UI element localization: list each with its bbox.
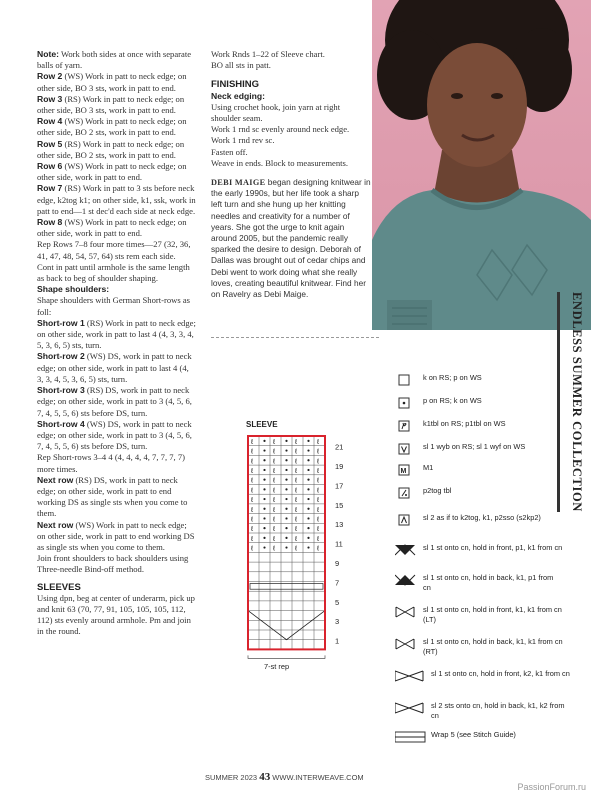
sleeve-chart — [230, 420, 370, 690]
ktbl-stitch: ℓ — [273, 458, 276, 466]
purl-stitch — [263, 527, 265, 529]
purl-stitch — [285, 527, 287, 529]
work-rounds-text: Work Rnds 1–22 of Sleeve chart. — [211, 49, 325, 59]
ktbl-stitch: ℓ — [317, 477, 320, 485]
purl-stitch — [307, 479, 309, 481]
short-row — [37, 351, 197, 385]
instruction-row — [37, 116, 197, 138]
purl-stitch — [263, 508, 265, 510]
instruction-row — [37, 183, 197, 217]
short-row-list — [37, 318, 197, 452]
legend-text: Wrap 5 (see Stitch Guide) — [431, 730, 516, 739]
designer-photo-illustration — [372, 0, 591, 330]
ktbl-stitch: ℓ — [317, 545, 320, 553]
neck-edging-list — [211, 102, 371, 169]
footer-issue: SUMMER 2023 — [205, 773, 258, 782]
page-footer — [205, 771, 405, 783]
ktbl-stitch: ℓ — [317, 487, 320, 495]
ktbl-stitch: ℓ — [251, 487, 254, 495]
ktbl-stitch: ℓ — [295, 497, 298, 505]
ktbl-stitch: ℓ — [295, 477, 298, 485]
ktbl-stitch: ℓ — [251, 506, 254, 514]
ktbl-stitch: ℓ — [251, 458, 254, 466]
ktbl-stitch: ℓ — [295, 545, 298, 553]
purl-stitch — [285, 449, 287, 451]
short-row — [37, 419, 197, 453]
designer-bio-text: began designing knitwear in the early 1990s, but her life took a sharp left turn and she hung up her knitting needles and creativity for a number of years. She got the urge to knit again around 2005, but the pandemic really sparked the desire to design. Deborah of Dallas was brought out of cedar chips and Debi went to work doing what she really loves, creating beautiful knitwear. Find her on Ravelry as Debi Maige. — [211, 177, 371, 300]
note-label: Note: — [37, 49, 59, 59]
purl-stitch — [307, 449, 309, 451]
chart-row-number: 5 — [335, 597, 340, 607]
wrap-5-icon — [395, 730, 427, 744]
join-text: Join front shoulders to back shoulders using Three-needle Bind-off method. — [37, 553, 189, 575]
ktbl-stitch: ℓ — [317, 438, 320, 446]
purl-stitch — [285, 479, 287, 481]
short-row-text: (WS) DS, work in patt to neck edge; on other side, work in patt to 3 (4, 5, 6, 7, 4, 5, 5, 6) sts before DS, turn. — [37, 418, 192, 452]
note-paragraph — [37, 49, 197, 71]
instruction-row — [37, 139, 197, 161]
dashed-divider — [211, 337, 379, 338]
chart-rep-label: 7-st rep — [264, 662, 290, 671]
ktbl-stitch: ℓ — [295, 535, 298, 543]
legend-text: sl 2 as if to k2tog, k1, p2sso (s2kp2) — [423, 513, 541, 522]
ktbl-stitch: ℓ — [273, 526, 276, 534]
shape-shoulders-heading: Shape shoulders: — [37, 284, 110, 295]
purl-stitch — [263, 479, 265, 481]
next-row-text: (RS) DS, work in patt to neck edge; on other side, work in patt to end working DS as single sts when you come to them. — [37, 474, 188, 519]
ktbl-stitch: ℓ — [251, 477, 254, 485]
ktbl-stitch: ℓ — [317, 458, 320, 466]
next-row — [37, 475, 197, 520]
chart-title: SLEEVE — [246, 420, 278, 429]
purl-stitch — [307, 488, 309, 490]
purl-stitch — [285, 440, 287, 442]
instruction-row-label: Row 8 — [37, 217, 63, 228]
footer-site: WWW.INTERWEAVE.COM — [272, 773, 364, 782]
purl-stitch — [263, 517, 265, 519]
legend-text: sl 1 wyb on RS; sl 1 wyf on WS — [423, 442, 526, 451]
legend-text: sl 1 st onto cn, hold in front, k1, k1 from cn (LT) — [423, 605, 562, 624]
ktbl-stitch: ℓ — [273, 448, 276, 456]
rep-rows-text: Rep Rows 7–8 four more times—27 (32, 36, 41, 47, 48, 54, 57, 64) sts rem each side. — [37, 239, 191, 261]
ktbl-stitch: ℓ — [273, 497, 276, 505]
watermark: PassionForum.ru — [517, 782, 586, 792]
ktbl-stitch: ℓ — [317, 506, 320, 514]
ktbl-stitch: ℓ — [273, 506, 276, 514]
purl-stitch — [263, 469, 265, 471]
chart-row-number: 7 — [335, 578, 340, 588]
ktbl-stitch: ℓ — [251, 545, 254, 553]
legend-text: sl 1 st onto cn, hold in back, k1, p1 from cn — [423, 573, 554, 592]
short-row — [37, 318, 197, 352]
ktbl-stitch: ℓ — [251, 497, 254, 505]
svg-text:M: M — [400, 468, 407, 475]
purl-stitch — [307, 546, 309, 548]
purl-stitch — [263, 440, 265, 442]
purl-stitch — [307, 459, 309, 461]
ktbl-stitch: ℓ — [295, 516, 298, 524]
chart-row-number: 15 — [335, 500, 344, 510]
ktbl-stitch: ℓ — [251, 535, 254, 543]
finishing-heading: FINISHING — [211, 79, 260, 91]
legend-text: sl 1 st onto cn, hold in front, k2, k1 from cn — [431, 669, 570, 678]
shape-intro-text: Shape shoulders with German Short-rows as foll: — [37, 295, 190, 317]
neck-edging-step: Using crochet hook, join yarn at right shoulder seam. — [211, 101, 341, 124]
cable-2-1-rc-icon — [395, 701, 427, 715]
instruction-row-text: (WS) Work in patt to neck edge; on other side, BO 2 sts, work in patt to end. — [37, 116, 187, 138]
purl-stitch — [307, 537, 309, 539]
ktbl-stitch: ℓ — [273, 467, 276, 475]
ktbl-stitch: ℓ — [273, 477, 276, 485]
repeat-bracket — [248, 655, 325, 658]
row-list — [37, 71, 197, 239]
instruction-row-label: Row 7 — [37, 183, 63, 194]
neck-edging-step: Work 1 rnd sc evenly around neck edge. — [211, 124, 350, 135]
chart-row-number: 9 — [335, 558, 340, 568]
legend-text: M1 — [423, 463, 434, 472]
legend-text: sl 1 st onto cn, hold in back, k1, k1 from cn (RT) — [423, 637, 563, 656]
next-row-list — [37, 475, 197, 553]
bind-off-text: BO all sts in patt. — [211, 60, 271, 71]
instruction-row-label: Row 6 — [37, 161, 63, 172]
instruction-row — [37, 94, 197, 116]
short-row-text: (RS) Work in patt to neck edge; on other side, work in patt to last 4 (4, 3, 3, 4, 5, 3, 6, 5) sts, turn. — [37, 317, 196, 351]
cable-1-2-lc-icon — [395, 669, 427, 683]
left-column — [37, 49, 197, 638]
ktbl-stitch: ℓ — [317, 467, 320, 475]
ktbl-stitch: ℓ — [251, 516, 254, 524]
ktbl-stitch: ℓ — [273, 545, 276, 553]
next-row-text: (WS) Work in patt to neck edge; on other side, work in patt to end working DS as single sts when you come to them. — [37, 519, 195, 552]
purl-stitch — [285, 517, 287, 519]
purl-stitch — [263, 498, 265, 500]
instruction-row-text: (WS) Work in patt to neck edge; on other side, work in patt to end. — [37, 161, 187, 183]
instruction-row-text: (WS) Work in patt to neck edge; on other side, work in patt to end. — [37, 217, 187, 239]
side-title-text: ENDLESS SUMMER COLLECTION — [570, 292, 584, 512]
sleeves-text: Using dpn, beg at center of underarm, pick up and knit 63 (70, 77, 91, 105, 105, 105, 112, 112) sts evenly around armhole. Pm and join in the round. — [37, 592, 195, 637]
ktbl-stitch: ℓ — [273, 516, 276, 524]
ktbl-stitch: ℓ — [273, 438, 276, 446]
page-number: 43 — [259, 771, 271, 783]
purl-stitch — [285, 498, 287, 500]
neck-edging-step: Fasten off. — [211, 146, 248, 157]
instruction-row-text: (WS) Work in patt to neck edge; on other side, BO 3 sts, work in patt to end. — [37, 71, 187, 93]
instruction-row-label: Row 2 — [37, 71, 63, 82]
instruction-row-label: Row 3 — [37, 93, 63, 104]
purl-stitch — [285, 546, 287, 548]
ktbl-stitch: ℓ — [273, 535, 276, 543]
purl-stitch — [285, 459, 287, 461]
ktbl-stitch: ℓ — [295, 526, 298, 534]
ktbl-stitch: ℓ — [317, 497, 320, 505]
purl-stitch — [307, 498, 309, 500]
purl-stitch — [307, 508, 309, 510]
ktbl-stitch: ℓ — [251, 526, 254, 534]
neck-edging-heading: Neck edging: — [211, 90, 265, 101]
middle-column — [211, 49, 371, 300]
chart-row-number: 17 — [335, 481, 344, 491]
purl-stitch — [285, 537, 287, 539]
purl-stitch — [263, 546, 265, 548]
legend-text: k1tbl on RS; p1tbl on WS — [423, 419, 506, 428]
chart-row-number: 19 — [335, 461, 344, 471]
short-row-text: (WS) DS, work in patt to neck edge; on other side, work in patt to last 4 (4, 3, 3, 4, 5, 3, 6, 5) sts, turn. — [37, 351, 192, 384]
instruction-row-text: (RS) Work in patt to neck edge; on other side, BO 2 sts, work in patt to end. — [37, 138, 185, 160]
instruction-row — [37, 217, 197, 239]
purl-stitch — [263, 459, 265, 461]
next-row-label: Next row — [37, 519, 74, 530]
designer-photo — [372, 0, 591, 330]
instruction-row — [37, 161, 197, 183]
purl-stitch — [307, 469, 309, 471]
neck-edging-step: Work 1 rnd rev sc. — [211, 135, 275, 146]
ktbl-stitch: ℓ — [317, 535, 320, 543]
chart-row-number: 21 — [335, 442, 344, 452]
next-row — [37, 520, 197, 554]
ktbl-stitch: ℓ — [251, 448, 254, 456]
legend-text: p2tog tbl — [423, 486, 452, 495]
chart-row-number: 1 — [335, 636, 340, 646]
legend-text: sl 1 st onto cn, hold in front, p1, k1 from cn — [423, 543, 563, 552]
purl-stitch — [285, 508, 287, 510]
legend-text: sl 2 sts onto cn, hold in back, k1, k2 from cn — [431, 701, 565, 720]
neck-edging-step: Weave in ends. Block to measurements. — [211, 157, 349, 168]
ktbl-stitch: ℓ — [295, 458, 298, 466]
short-row — [37, 385, 197, 419]
designer-bio — [211, 177, 371, 300]
short-row-label: Short-row 1 — [37, 317, 85, 328]
purl-stitch — [307, 527, 309, 529]
instruction-row-label: Row 4 — [37, 116, 63, 127]
short-row-label: Short-row 4 — [37, 418, 85, 429]
legend-text: p on RS; k on WS — [423, 396, 482, 405]
chart-row-number: 3 — [335, 617, 340, 627]
ktbl-stitch: ℓ — [273, 487, 276, 495]
ktbl-stitch: ℓ — [295, 467, 298, 475]
next-row-label: Next row — [37, 474, 74, 485]
rep-short-rows-text: Rep Short-rows 3–4 4 (4, 4, 4, 4, 7, 7, 7, 7) more times. — [37, 452, 185, 474]
purl-stitch — [307, 440, 309, 442]
chart-row-number: 13 — [335, 520, 344, 530]
ktbl-stitch: ℓ — [295, 487, 298, 495]
note-text: Work both sides at once with separate balls of yarn. — [37, 49, 192, 71]
legend-text: k on RS; p on WS — [423, 373, 482, 382]
ktbl-stitch: ℓ — [295, 438, 298, 446]
ktbl-stitch: ℓ — [317, 526, 320, 534]
instruction-row-label: Row 5 — [37, 138, 63, 149]
ktbl-stitch: ℓ — [251, 438, 254, 446]
purl-stitch — [263, 488, 265, 490]
continue-text: Cont in patt until armhole is the same length as back to beg of shoulder shaping. — [37, 261, 190, 284]
instruction-row-text: (RS) Work in patt to 3 sts before neck edge, k2tog k1; on other side, k1, ssk, work in patt to end—1 st dec'd each side at neck edge. — [37, 183, 196, 216]
purl-stitch — [307, 517, 309, 519]
instruction-row-text: (RS) Work in patt to neck edge; on other side, BO 3 sts, work in patt to end. — [37, 93, 185, 116]
chart-row-number: 11 — [335, 539, 343, 549]
short-row-text: (RS) DS, work in patt to neck edge; on other side, work in patt to 3 (4, 5, 6, 7, 4, 5, 5, 6) sts before DS, turn. — [37, 385, 192, 418]
purl-stitch — [285, 488, 287, 490]
short-row-label: Short-row 2 — [37, 351, 85, 362]
ktbl-stitch: ℓ — [317, 516, 320, 524]
instruction-row — [37, 71, 197, 93]
ktbl-stitch: ℓ — [295, 506, 298, 514]
purl-stitch — [263, 449, 265, 451]
sleeves-heading: SLEEVES — [37, 581, 81, 593]
chart-grid — [230, 420, 370, 690]
purl-stitch — [285, 469, 287, 471]
designer-name: DEBI MAIGE — [211, 178, 266, 188]
ktbl-stitch: ℓ — [251, 467, 254, 475]
ktbl-stitch: ℓ — [295, 448, 298, 456]
short-row-label: Short-row 3 — [37, 385, 85, 396]
purl-stitch — [263, 537, 265, 539]
ktbl-stitch: ℓ — [317, 448, 320, 456]
